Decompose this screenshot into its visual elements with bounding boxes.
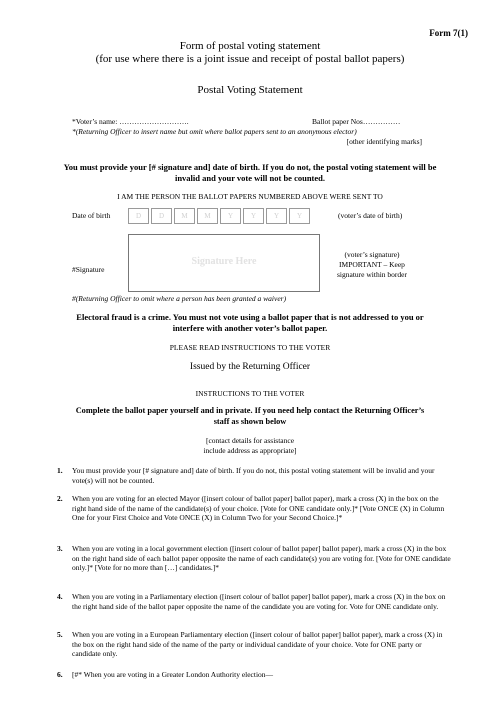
instruction-item bbox=[57, 466, 452, 485]
ballot-paper-numbers-field[interactable]: Ballot paper Nos…………… bbox=[312, 117, 401, 126]
fraud-warning: Electoral fraud is a crime. You must not vote using a ballot paper that is not addressed to you or interfere with another voter’s ballot paper. bbox=[76, 312, 424, 333]
dob-box-year[interactable]: Y bbox=[243, 208, 264, 224]
form-title: Form of postal voting statement bbox=[179, 40, 321, 52]
instruction-text: When you are voting for an elected Mayor ([insert colour of ballot paper] ballot paper), mark a cross (X) in the box on the right hand side of the name of the candidate(s) of your choice. [Vote for ONE candidate only.]* [Vote ONCE (X) in Column One for your First Choice and Vote ONCE (X) in Column Two for your Second Choice.]* bbox=[72, 494, 445, 523]
statement-heading: Postal Voting Statement bbox=[197, 84, 303, 96]
instruction-number: 1. bbox=[57, 466, 63, 475]
dob-box-day[interactable]: D bbox=[151, 208, 172, 224]
dob-label: Date of birth bbox=[72, 211, 111, 220]
instruction-item bbox=[57, 544, 452, 573]
signature-hint-line: (voter’s signature) bbox=[344, 250, 400, 259]
other-identifying-marks: [other identifying marks] bbox=[346, 137, 422, 146]
dob-hint: (voter’s date of birth) bbox=[338, 211, 403, 220]
form-subtitle: (for use where there is a joint issue and receipt of postal ballot papers) bbox=[95, 53, 405, 65]
instruction-item bbox=[57, 630, 452, 659]
dob-box-year[interactable]: Y bbox=[266, 208, 287, 224]
form-number: Form 7(1) bbox=[429, 28, 468, 38]
signature-hint-line: IMPORTANT – Keep bbox=[339, 260, 405, 269]
dob-box-month[interactable]: M bbox=[174, 208, 195, 224]
issued-by: Issued by the Returning Officer bbox=[189, 362, 311, 372]
dob-box-day[interactable]: D bbox=[128, 208, 149, 224]
signature-label: #Signature bbox=[72, 265, 105, 274]
dob-box-year[interactable]: Y bbox=[220, 208, 241, 224]
dob-boxes[interactable] bbox=[128, 207, 312, 225]
signature-warning: You must provide your [# signature and] date of birth. If you do not, the postal voting statement will be invalid and your vote will not be counted. bbox=[63, 162, 437, 183]
instruction-item bbox=[57, 494, 452, 523]
signature-hint-line: signature within border bbox=[337, 270, 407, 279]
instruction-item bbox=[57, 670, 452, 680]
complete-privately-notice: Complete the ballot paper yourself and in private. If you need help contact the Returning Officer’s staff as shown below bbox=[75, 406, 425, 426]
contact-line: include address as appropriate] bbox=[203, 446, 297, 455]
instruction-number: 5. bbox=[57, 630, 63, 639]
returning-officer-note: *(Returning Officer to insert name but omit where ballot papers sent to an anonymous elector) bbox=[72, 127, 357, 136]
instruction-number: 3. bbox=[57, 544, 63, 553]
dob-box-year[interactable]: Y bbox=[289, 208, 310, 224]
instruction-text: When you are voting in a European Parliamentary election ([insert colour of ballot paper] ballot paper), mark a cross (X) in the box on the right hand side of the name of the party or individual candidate of your choice. Vote for ONE party or candidate only. bbox=[72, 630, 443, 659]
instruction-number: 6. bbox=[57, 670, 63, 679]
person-statement: I AM THE PERSON THE BALLOT PAPERS NUMBERED ABOVE WERE SENT TO bbox=[117, 192, 383, 201]
signature-placeholder: Signature Here bbox=[191, 256, 257, 267]
waiver-note: #(Returning Officer to omit where a person has been granted a waiver) bbox=[72, 294, 287, 303]
instruction-text: When you are voting in a Parliamentary election ([insert colour of ballot paper] ballot paper), mark a cross (X) in the box on the right hand side of the ballot paper opposite the name of the candidate you are voting for. Vote for ONE candidate only. bbox=[72, 592, 446, 611]
instruction-text: [#* When you are voting in a Greater London Authority election— bbox=[72, 670, 274, 679]
instruction-text: When you are voting in a local government election ([insert colour of ballot paper] ballot paper), mark a cross (X) in the box on the right hand side of each ballot paper opposite the name of each candidate(s) you are voting for. [Vote for ONE candidate only.]* [Vote for no more than […] candidates.]* bbox=[72, 544, 451, 573]
dob-box-month[interactable]: M bbox=[197, 208, 218, 224]
instruction-number: 2. bbox=[57, 494, 63, 503]
read-instructions: PLEASE READ INSTRUCTIONS TO THE VOTER bbox=[169, 343, 331, 352]
instruction-item bbox=[57, 592, 452, 611]
instruction-number: 4. bbox=[57, 592, 63, 601]
instruction-text: You must provide your [# signature and] date of birth. If you do not, this postal voting statement will be invalid and your vote(s) will not be counted. bbox=[72, 466, 435, 485]
contact-line: [contact details for assistance bbox=[205, 436, 295, 445]
instructions-heading: INSTRUCTIONS TO THE VOTER bbox=[195, 389, 305, 398]
contact-details bbox=[0, 436, 500, 456]
voter-name-field[interactable]: *Voter’s name: ………………………. bbox=[72, 117, 189, 126]
signature-hint bbox=[322, 250, 422, 280]
